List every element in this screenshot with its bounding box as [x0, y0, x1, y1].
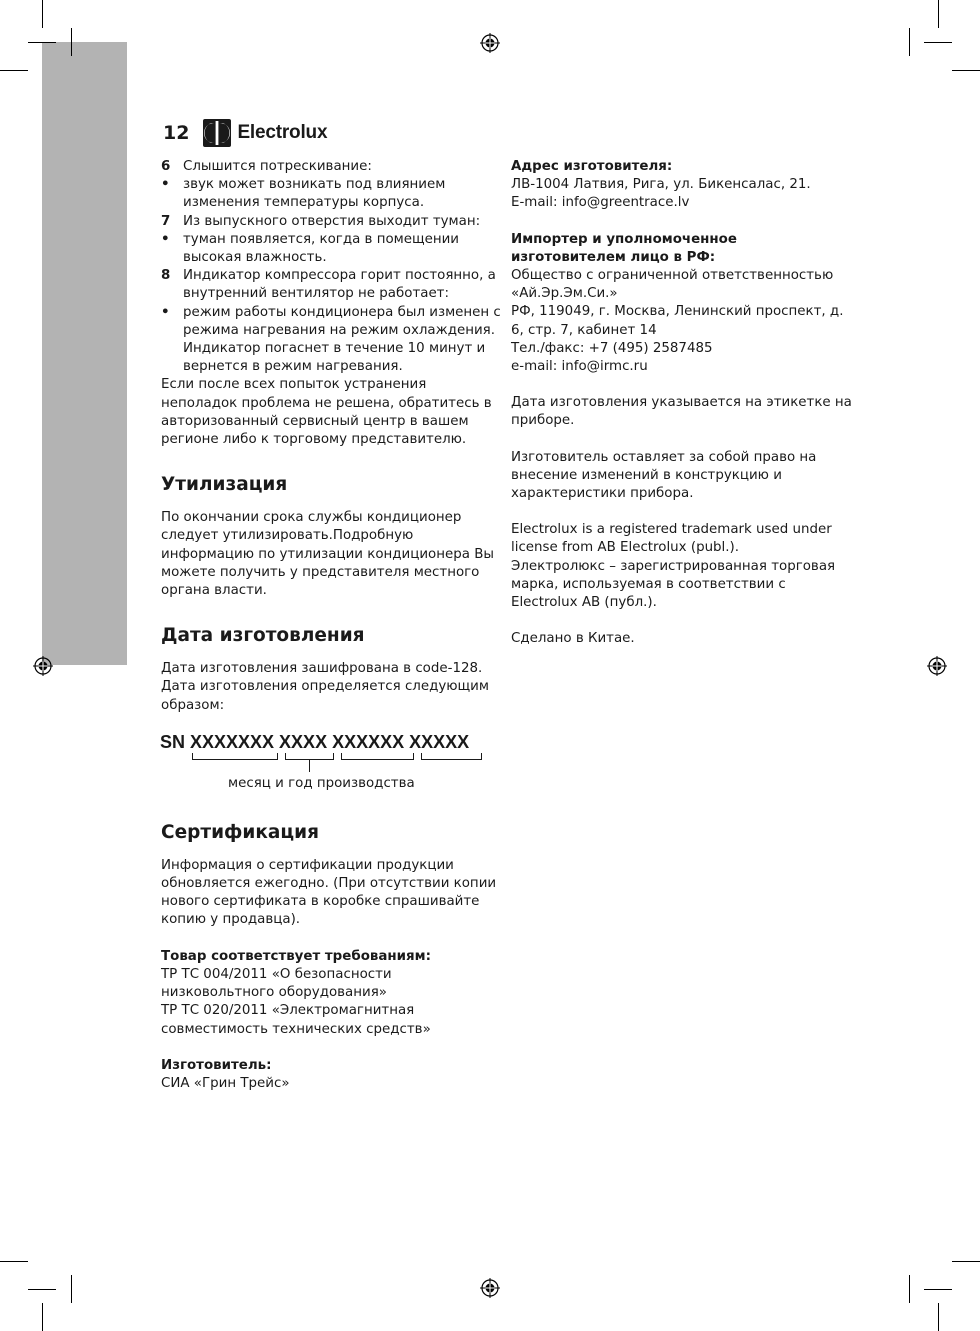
serial-bracket	[192, 753, 278, 760]
registration-mark-icon	[480, 1278, 500, 1298]
serial-caption: месяц и год производства	[228, 775, 415, 791]
serial-bracket	[421, 753, 482, 760]
list-marker: 7	[161, 213, 171, 229]
list-item-text: туман появляется, когда в помещении высокая влажность.	[183, 231, 460, 266]
list-item-text: режим работы кондиционера был изменен с режима нагревания на режим охлаждения. Индикатор погаснет в течение 10 минут и вернется в режим нагревания.	[183, 304, 501, 375]
registration-mark-icon	[480, 33, 500, 53]
crop-mark	[924, 42, 952, 43]
trademark-ru: Электролюкс – зарегистрированная торговая марка, используемая в соответствии с Electrolux AB (публ.).	[511, 558, 836, 611]
trademark-en: Electrolux is a registered trademark used under license from AB Electrolux (publ.).	[511, 522, 832, 556]
label-note: Дата изготовления указывается на этикетке на приборе.	[511, 395, 852, 429]
importer-email: e-mail: info@irmc.ru	[511, 359, 648, 375]
list-marker: •	[161, 177, 170, 193]
list-item-text: Слышится потрескивание:	[183, 159, 372, 174]
list-item-text: звук может возникать под влиянием изменения температуры корпуса.	[183, 177, 446, 211]
crop-mark	[952, 1261, 980, 1262]
serial-pointer	[309, 760, 310, 772]
crop-mark	[924, 1289, 952, 1290]
brand-logo	[203, 119, 327, 147]
registration-mark-icon	[33, 656, 53, 676]
manufacturer-name: СИА «Грин Трейс»	[161, 1075, 290, 1091]
list-item	[161, 304, 501, 377]
manufacture-date-line1: Дата изготовления зашифрована в code-128.	[161, 661, 483, 677]
importer-address: РФ, 119049, г. Москва, Ленинский проспект, д. 6, стр. 7, кабинет 14	[511, 304, 844, 338]
address-title: Адрес изготовителя:	[511, 159, 673, 174]
page-header	[163, 117, 327, 149]
importer-title: Импортер и уполномоченное изготовителем лицо в РФ:	[511, 231, 737, 265]
list-item-text: Из выпускного отверстия выходит туман:	[183, 213, 481, 229]
made-in: Сделано в Китае.	[511, 631, 635, 647]
list-item	[161, 267, 501, 303]
requirement-item: ТР ТС 004/2011 «О безопасности низковольтного оборудования»	[161, 966, 392, 1001]
importer-name: Общество с ограниченной ответственностью «Ай.Эр.Эм.Си.»	[511, 268, 834, 302]
crop-mark	[0, 70, 28, 71]
requirement-item: ТР ТС 020/2011 «Электромагнитная совместимость технических средств»	[161, 1003, 431, 1037]
certification-heading: Сертификация	[161, 821, 319, 843]
utilization-heading: Утилизация	[161, 474, 288, 496]
electrolux-logo-icon	[203, 119, 231, 147]
list-marker: •	[161, 304, 170, 320]
crop-mark	[71, 1275, 72, 1303]
page-number: 12	[163, 122, 190, 144]
certification-text: Информация о сертификации продукции обновляется ежегодно. (При отсутствии копии нового сертификата в коробке спрашивайте копию у продавца).	[161, 857, 497, 928]
utilization-text: По окончании срока службы кондиционер следует утилизировать.Подробную информацию по утилизации кондиционера Вы можете получить у представителя местного органа власти.	[161, 510, 494, 599]
list-item	[161, 231, 501, 267]
side-bar	[42, 42, 127, 665]
serial-number-diagram	[161, 733, 501, 793]
manufacture-date-heading: Дата изготовления	[161, 625, 365, 647]
manufacturer-title: Изготовитель:	[161, 1057, 272, 1073]
crop-mark	[909, 28, 910, 56]
list-marker: 6	[161, 159, 171, 174]
left-column	[161, 158, 501, 1093]
registration-mark-icon	[927, 656, 947, 676]
list-item-text: Индикатор компрессора горит постоянно, а внутренний вентилятор не работает:	[183, 268, 496, 302]
serial-bracket	[285, 753, 334, 760]
crop-mark	[938, 0, 939, 28]
list-item	[161, 213, 501, 231]
rights-note: Изготовитель оставляет за собой право на внесение изменений в конструкцию и характеристики прибора.	[511, 449, 817, 502]
list-item	[161, 158, 501, 176]
address-line: ЛВ-1004 Латвия, Рига, ул. Бикенсалас, 21.	[511, 177, 811, 193]
crop-mark	[952, 70, 980, 71]
brand-name: Electrolux	[237, 122, 328, 143]
crop-mark	[42, 0, 43, 28]
manufacture-date-line2: Дата изготовления определяется следующим образом:	[161, 679, 489, 713]
service-note: Если после всех попыток устранения неполадок проблема не решена, обратитесь в авторизованный сервисный центр в вашем регионе либо к торговому представителю.	[161, 377, 492, 448]
address-email: E-mail: info@greentrace.lv	[511, 195, 690, 211]
crop-mark	[28, 1289, 56, 1290]
crop-mark	[71, 28, 72, 56]
crop-mark	[0, 1261, 28, 1262]
crop-mark	[938, 1303, 939, 1331]
serial-number: SN XXXXXXX XXXX XXXXXX XXXXX	[160, 731, 470, 752]
importer-phone: Тел./факс: +7 (495) 2587485	[511, 340, 713, 356]
right-column	[511, 158, 856, 648]
list-item	[161, 176, 501, 212]
serial-bracket	[341, 753, 414, 760]
list-marker: •	[161, 231, 170, 247]
crop-mark	[909, 1275, 910, 1303]
requirements-title: Товар соответствует требованиям:	[161, 948, 431, 964]
list-marker: 8	[161, 268, 171, 284]
crop-mark	[28, 42, 56, 43]
crop-mark	[42, 1303, 43, 1331]
